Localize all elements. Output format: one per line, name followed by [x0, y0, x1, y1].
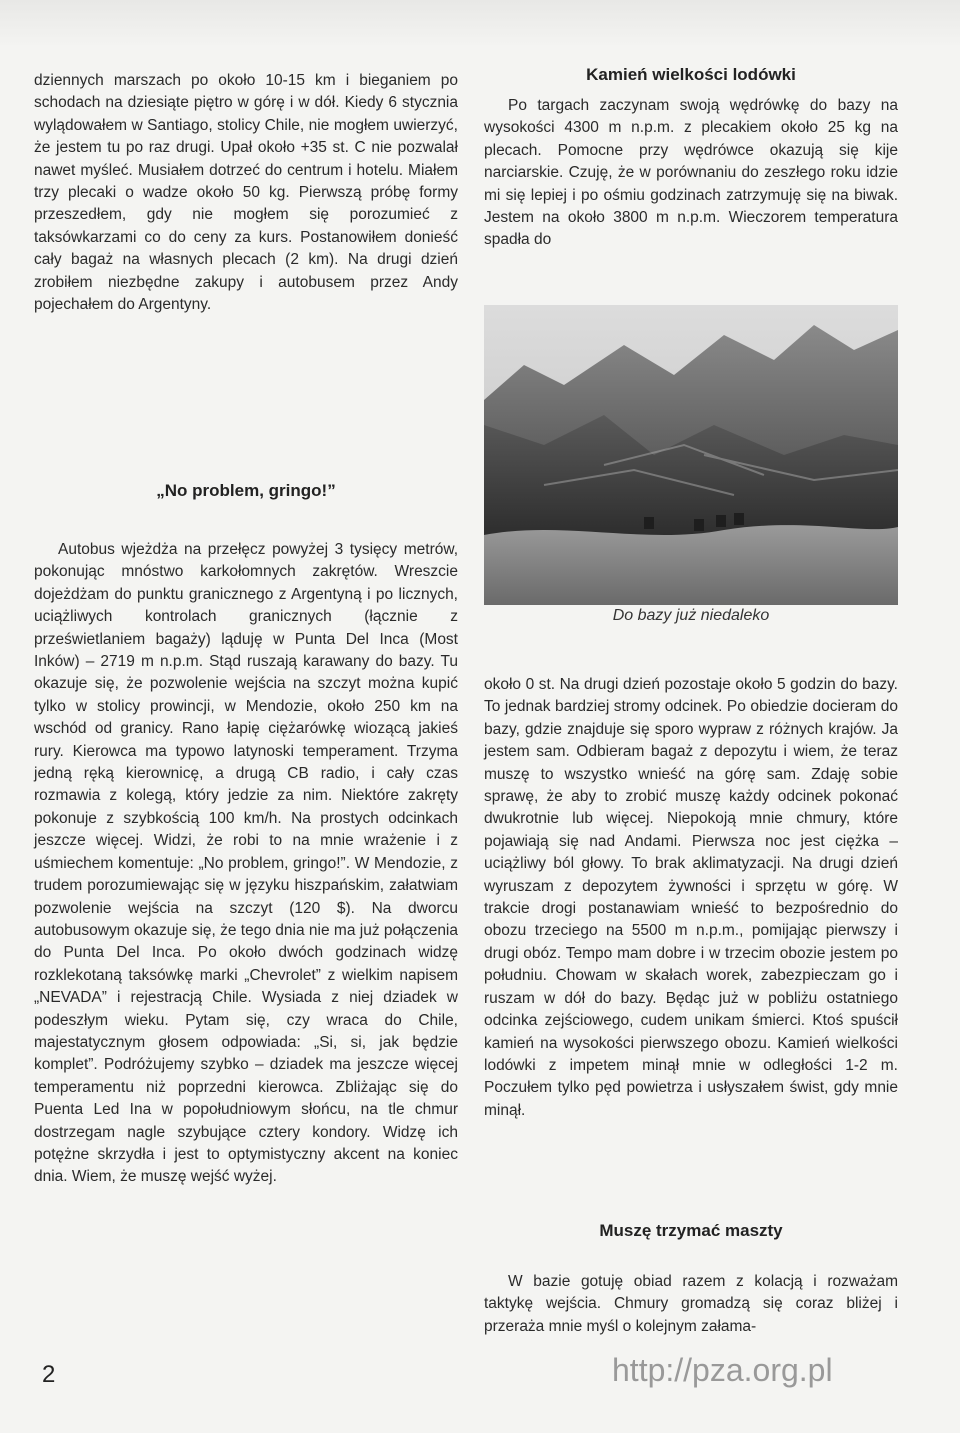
footer-url: http://pza.org.pl: [612, 1352, 833, 1388]
paragraph: około 0 st. Na drugi dzień pozostaje około 5 godzin do bazy. To jednak bardziej stromy odcinek. Po obiedzie docieram do bazy, gdzie znajduje się sporo wypraw z różnych krajów. Ja jestem sam. Odbieram bagaż z depozytu i wiem, że teraz muszę to wszystko wnieść na górę sam. Zdaję sobie sprawę, że aby to zrobić muszę każdy odcinek pokonać dwukrotnie lub więcej. Niepokoją mnie chmury, które pojawiają się nad Andami. Pierwsza noc jest ciężka – uciążliwy ból głowy. To brak aklimatyzacji. Na drugi dzień wyruszam z depozytem żywności i sprzętu w górę. W trakcie drogi postanawiam wnieść to bezpośrednio do obozu trzeciego na 5500 m n.p.m., pomijając pierwszy i drugi obóz. Tempo mam dobre i w trzecim obozie jestem po południu. Chowam w skałach worek, zabezpieczam go i ruszam w dół do bazy. Będąc już w pobliżu ostatniego odcinka zejściowego, cudem unikam śmierci. Ktoś spuścił kamień na wysokości pierwszego obozu. Kamień wielkości lodówki z impetem minął mnie w odległości 1-2 m. Poczułem tylko pęd powietrza i usłyszałem świst, gdy mnie minął.: [484, 676, 898, 1119]
article-column-right-bottom: [484, 1271, 898, 1338]
mountain-photo: [484, 305, 898, 605]
page-number: 2: [42, 1361, 56, 1388]
valley-floor: [484, 525, 898, 605]
article-column-right-top: [484, 95, 898, 252]
article-column-left-bottom: [34, 539, 458, 1189]
section-heading: „No problem, gringo!”: [156, 481, 336, 500]
top-margin-band: [0, 0, 960, 48]
section-heading: Muszę trzymać maszty: [599, 1221, 783, 1240]
paragraph: Po targach zaczynam swoją wędrówkę do bazy na wysokości 4300 m n.p.m. z plecakiem około 25 kg na plecach. Pomocne przy wędrówce okazują się kije narciarskie. Czuję, że w porównaniu do zeszłego roku idzie mi się lepiej i po ośmiu godzinach zatrzymuję się na biwak. Jestem na około 3800 m n.p.m. Wieczorem temperatura spadła do: [484, 97, 898, 249]
paragraph: W bazie gotuję obiad razem z kolacją i rozważam taktykę wejścia. Chmury gromadzą się coraz bliżej i przeraża mnie myśl o kolejnym załama-: [484, 1273, 898, 1335]
article-column-right-mid: [484, 674, 898, 1122]
paragraph: dziennych marszach po około 10-15 km i bieganiem po schodach na dziesiąte piętro w górę i w dół. Kiedy 6 stycznia wylądowałem w Santiago, stolicy Chile, nie mogłem uwierzyć, że jestem tu po raz drugi. Upał około +35 st. C nie pozwalał nawet myśleć. Musiałem dotrzeć do centrum i hotelu. Miałem trzy plecaki o wadze około 50 kg. Pierwszą próbę formy przeszedłem, gdy nie mogłem się porozumieć z taksówkarzami co do ceny za kurs. Postanowiłem donieść cały bagaż na własnych plecach (2 km). Na drugi dzień zrobiłem niezbędne zakupy i autobusem przez Andy pojechałem do Argentyny.: [34, 72, 458, 314]
photo-caption: Do bazy już niedaleko: [612, 607, 770, 624]
paragraph: Autobus wjeżdża na przełęcz powyżej 3 tysięcy metrów, pokonując mnóstwo karkołomnych zakrętów. Wreszcie dojeżdżam do punktu granicznego z Argentyną i po licznych, uciążliwych kontrolach granicznych (łącznie z prześwietlaniem bagaży) ląduję w Punta Del Inca (Most Inków) – 2719 m n.p.m. Stąd ruszają karawany do bazy. Tu okazuje się, że pozwolenie wejścia na szczyt można kupić tylko w stolicy prowincji, w Mendozie, około 250 km na wschód od granicy. Rano łapię ciężarówkę wiozącą jakieś rury. Kierowca ma typowo latynoski temperament. Trzyma jedną ręką kierownicę, a drugą CB radio, i cały czas rozmawia z kolegą, który jedzie za nim. Niektóre zakręty pokonuje z szybkością 100 km/h. Na prostych odcinkach jeszcze więcej. Widzi, że robi to na mnie wrażenie i z uśmiechem komentuje: „No problem, gringo!”. W Mendozie, z trudem porozumiewając się w języku hiszpańskim, załatwiam pozwolenie wejścia na szczyt (120 $). Na dworcu autobusowym okazuje się, że tego dnia nie ma już połączenia do Punta Del Inca. Po około dwóch godzinach widzę rozklekotaną taksówkę marki „Chevrolet” z wielkim napisem „NEVADA” i rejestracją Chile. Wysiada z niej dziadek w podeszłym wieku. Pytam się, czy wraca do Chile, majestatycznym głosem odpowiada: „Si, si, jak będzie komplet”. Podróżujemy szybko – dziadek ma jeszcze więcej temperamentu niż poprzedni kierowca. Zbliżając się do Puenta Led Ina w popołudniowym słońcu, na tle chmur dostrzegam nagle szybujące cztery kondory. Widzę ich potężne skrzydła i jest to optymistyczny akcent na koniec dnia. Wiem, że muszę wejść wyżej.: [34, 541, 458, 1186]
article-column-left-top: [34, 70, 458, 316]
section-heading: Kamień wielkości lodówki: [586, 65, 796, 84]
